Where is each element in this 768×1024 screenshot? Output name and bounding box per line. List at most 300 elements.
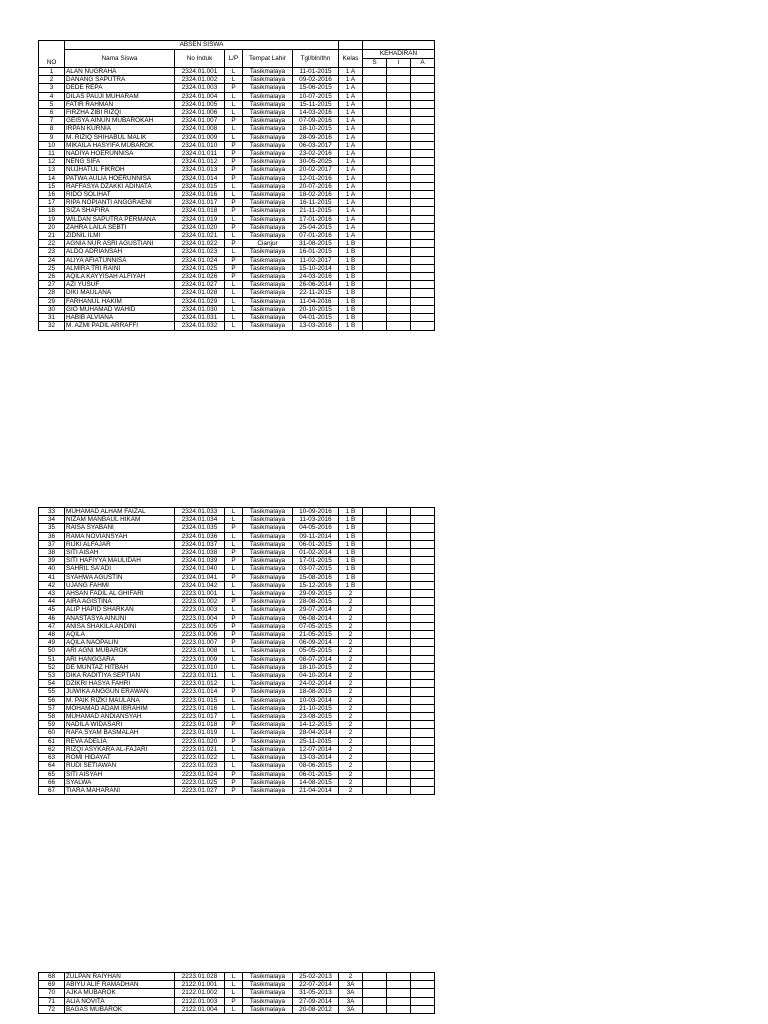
birthdate: 28-09-2016 [293, 133, 339, 141]
student-name: ALIYA AFIATUNNISA [65, 256, 175, 264]
gender: L [225, 215, 243, 223]
attendance-cell-i [387, 622, 411, 630]
student-id: 2223.01.028 [175, 973, 225, 981]
birthdate: 06-09-2014 [293, 639, 339, 647]
table-row [39, 158, 435, 166]
table-row [39, 191, 435, 199]
student-id: 2324.01.004 [175, 92, 225, 100]
student-id: 2324.01.014 [175, 174, 225, 182]
class: 2 [339, 614, 363, 622]
attendance-cell-a [411, 745, 435, 753]
gender: L [225, 745, 243, 753]
birthplace: Tasikmalaya [243, 573, 293, 581]
attendance-cell-s [363, 223, 387, 231]
row-number: 16 [39, 191, 65, 199]
class: 1 B [339, 565, 363, 573]
attendance-cell-a [411, 655, 435, 663]
attendance-cell-s [363, 240, 387, 248]
table-row [39, 606, 435, 614]
student-name: UJANG FAHMI [65, 581, 175, 589]
attendance-cell-s [363, 264, 387, 272]
student-id: 2223.01.018 [175, 721, 225, 729]
table-row [39, 973, 435, 981]
student-name: RIJKI ALFAJAR [65, 540, 175, 548]
table-row [39, 598, 435, 606]
student-id: 2223.01.027 [175, 786, 225, 794]
row-number: 61 [39, 737, 65, 745]
table-row [39, 713, 435, 721]
row-number: 35 [39, 524, 65, 532]
student-id: 2223.01.021 [175, 745, 225, 753]
attendance-cell-s [363, 631, 387, 639]
student-name: MUHAMAD ANDIANSYAH [65, 713, 175, 721]
table-row [39, 672, 435, 680]
attendance-cell-a [411, 191, 435, 199]
birthdate: 29-09-2015 [293, 590, 339, 598]
birthdate: 23-02-2016 [293, 150, 339, 158]
row-number: 72 [39, 1005, 65, 1013]
student-name: NADILA WIDASARI [65, 721, 175, 729]
birthdate: 15-12-2016 [293, 581, 339, 589]
attendance-cell-s [363, 215, 387, 223]
gender: P [225, 631, 243, 639]
birthplace: Tasikmalaya [243, 141, 293, 149]
gender: P [225, 549, 243, 557]
student-id: 2324.01.039 [175, 557, 225, 565]
birthdate: 17-01-2015 [293, 557, 339, 565]
student-id: 2223.01.005 [175, 622, 225, 630]
student-name: ARI AGNI MUBAROK [65, 647, 175, 655]
birthplace: Tasikmalaya [243, 207, 293, 215]
attendance-cell-i [387, 581, 411, 589]
gender: P [225, 166, 243, 174]
attendance-cell-a [411, 508, 435, 516]
attendance-cell-a [411, 770, 435, 778]
table-row [39, 100, 435, 108]
birthplace: Tasikmalaya [243, 100, 293, 108]
table-row [39, 754, 435, 762]
class: 3A [339, 981, 363, 989]
class: 2 [339, 721, 363, 729]
attendance-cell-a [411, 778, 435, 786]
row-number: 10 [39, 141, 65, 149]
gender: P [225, 199, 243, 207]
birthplace: Tasikmalaya [243, 696, 293, 704]
attendance-cell-s [363, 248, 387, 256]
attendance-cell-s [363, 647, 387, 655]
attendance-cell-i [387, 540, 411, 548]
birthplace: Tasikmalaya [243, 174, 293, 182]
row-number: 50 [39, 647, 65, 655]
row-number: 38 [39, 549, 65, 557]
attendance-cell-i [387, 557, 411, 565]
attendance-cell-a [411, 713, 435, 721]
attendance-cell-a [411, 166, 435, 174]
attendance-cell-s [363, 786, 387, 794]
attendance-table-2 [38, 507, 435, 795]
gender: L [225, 191, 243, 199]
gender: P [225, 688, 243, 696]
student-name: IRPAN KURNIA [65, 125, 175, 133]
student-name: FATIR RAHMAN [65, 100, 175, 108]
attendance-cell-a [411, 297, 435, 305]
gender: L [225, 606, 243, 614]
attendance-cell-a [411, 84, 435, 92]
attendance-cell-a [411, 614, 435, 622]
attendance-cell-i [387, 745, 411, 753]
table-row [39, 631, 435, 639]
birthdate: 10-07-2015 [293, 92, 339, 100]
class: 1 A [339, 68, 363, 76]
birthplace: Tasikmalaya [243, 631, 293, 639]
gender: L [225, 696, 243, 704]
student-name: ALIA NOVITA [65, 997, 175, 1005]
student-id: 2324.01.010 [175, 141, 225, 149]
attendance-cell-s [363, 680, 387, 688]
row-number: 34 [39, 516, 65, 524]
table-row [39, 729, 435, 737]
attendance-cell-a [411, 672, 435, 680]
student-id: 2223.01.006 [175, 631, 225, 639]
attendance-cell-a [411, 289, 435, 297]
row-number: 52 [39, 663, 65, 671]
attendance-cell-a [411, 100, 435, 108]
birthplace: Tasikmalaya [243, 663, 293, 671]
birthplace: Tasikmalaya [243, 704, 293, 712]
class: 1 A [339, 223, 363, 231]
attendance-cell-s [363, 639, 387, 647]
attendance-cell-i [387, 158, 411, 166]
gender: L [225, 322, 243, 330]
birthplace: Tasikmalaya [243, 614, 293, 622]
class: 1 B [339, 549, 363, 557]
student-id: 2324.01.011 [175, 150, 225, 158]
student-id: 2324.01.040 [175, 565, 225, 573]
class: 1 A [339, 100, 363, 108]
attendance-cell-a [411, 240, 435, 248]
student-name: SIZA SHAFIRA [65, 207, 175, 215]
row-number: 12 [39, 158, 65, 166]
student-name: ANASTASYA AINUNI [65, 614, 175, 622]
student-name: DILAS PAUJI MUHARAM [65, 92, 175, 100]
birthdate: 21-11-2015 [293, 207, 339, 215]
attendance-cell-a [411, 573, 435, 581]
birthplace: Tasikmalaya [243, 729, 293, 737]
row-number: 11 [39, 150, 65, 158]
student-id: 2223.01.008 [175, 647, 225, 655]
student-id: 2223.01.023 [175, 762, 225, 770]
attendance-cell-s [363, 68, 387, 76]
attendance-cell-i [387, 248, 411, 256]
attendance-cell-i [387, 737, 411, 745]
attendance-cell-a [411, 981, 435, 989]
gender: L [225, 314, 243, 322]
birthdate: 31-08-2015 [293, 240, 339, 248]
birthdate: 11-02-2017 [293, 256, 339, 264]
student-name: REVA ADELIA [65, 737, 175, 745]
row-number: 23 [39, 248, 65, 256]
student-name: MOHAMAD ADAM IBRAHIM [65, 704, 175, 712]
attendance-cell-a [411, 581, 435, 589]
row-number: 57 [39, 704, 65, 712]
row-number: 46 [39, 614, 65, 622]
student-id: 2223.01.007 [175, 639, 225, 647]
student-name: AJKA MUBAROK [65, 989, 175, 997]
student-name: RAFA SYAM BASMALAH [65, 729, 175, 737]
birthdate: 22-07-2014 [293, 981, 339, 989]
gender: L [225, 540, 243, 548]
attendance-cell-i [387, 565, 411, 573]
attendance-cell-i [387, 721, 411, 729]
attendance-cell-s [363, 182, 387, 190]
gender: L [225, 581, 243, 589]
birthplace: Tasikmalaya [243, 264, 293, 272]
student-name: TIARA MAHARANI [65, 786, 175, 794]
birthplace: Tasikmalaya [243, 721, 293, 729]
class: 2 [339, 672, 363, 680]
attendance-cell-i [387, 590, 411, 598]
student-name: WILDAN SAPUTRA PERMANA [65, 215, 175, 223]
attendance-cell-s [363, 191, 387, 199]
header-kehadiran: KEHADIRAN [363, 50, 435, 59]
attendance-cell-s [363, 133, 387, 141]
student-name: RAFFASYA DZAKKI ADINATA [65, 182, 175, 190]
table-row [39, 109, 435, 117]
attendance-cell-a [411, 1005, 435, 1013]
attendance-cell-s [363, 696, 387, 704]
table-row [39, 314, 435, 322]
attendance-cell-i [387, 606, 411, 614]
gender: L [225, 305, 243, 313]
row-number: 69 [39, 981, 65, 989]
birthplace: Tasikmalaya [243, 232, 293, 240]
birthdate: 12-07-2014 [293, 745, 339, 753]
attendance-cell-a [411, 199, 435, 207]
header-no: NO [39, 41, 65, 68]
student-name: GIO MUHAMAD WAHID [65, 305, 175, 313]
student-name: DIKI MAULANA [65, 289, 175, 297]
table-row [39, 150, 435, 158]
class: 1 B [339, 289, 363, 297]
row-number: 33 [39, 508, 65, 516]
attendance-cell-a [411, 532, 435, 540]
class: 1 B [339, 524, 363, 532]
attendance-cell-s [363, 729, 387, 737]
table-row [39, 199, 435, 207]
birthplace: Tasikmalaya [243, 516, 293, 524]
gender: L [225, 182, 243, 190]
birthplace: Tasikmalaya [243, 622, 293, 630]
attendance-cell-s [363, 84, 387, 92]
gender: L [225, 281, 243, 289]
header-i: I [387, 59, 411, 68]
class: 1 B [339, 508, 363, 516]
row-number: 47 [39, 622, 65, 630]
class: 1 A [339, 133, 363, 141]
birthplace: Tasikmalaya [243, 549, 293, 557]
attendance-cell-s [363, 289, 387, 297]
student-name: AQILA NAOPALIN [65, 639, 175, 647]
attendance-cell-a [411, 281, 435, 289]
student-name: RIZQI ASYKARA AL-FAJARI [65, 745, 175, 753]
row-number: 26 [39, 273, 65, 281]
birthdate: 05-05-2015 [293, 647, 339, 655]
student-id: 2324.01.025 [175, 264, 225, 272]
header-a: A [411, 59, 435, 68]
gender: P [225, 786, 243, 794]
row-number: 63 [39, 754, 65, 762]
gender: L [225, 100, 243, 108]
table-row [39, 117, 435, 125]
birthplace: Cianjur [243, 240, 293, 248]
class: 2 [339, 754, 363, 762]
class: 1 A [339, 191, 363, 199]
table-row [39, 305, 435, 313]
gender: P [225, 174, 243, 182]
class: 1 A [339, 199, 363, 207]
birthdate: 18-10-2015 [293, 663, 339, 671]
row-number: 49 [39, 639, 65, 647]
attendance-cell-i [387, 240, 411, 248]
gender: L [225, 68, 243, 76]
attendance-cell-s [363, 92, 387, 100]
class: 2 [339, 631, 363, 639]
student-id: 2223.01.020 [175, 737, 225, 745]
attendance-cell-i [387, 754, 411, 762]
attendance-cell-s [363, 981, 387, 989]
row-number: 30 [39, 305, 65, 313]
attendance-cell-s [363, 125, 387, 133]
table-row [39, 540, 435, 548]
attendance-cell-i [387, 322, 411, 330]
birthplace: Tasikmalaya [243, 199, 293, 207]
student-id: 2223.01.003 [175, 606, 225, 614]
row-number: 20 [39, 223, 65, 231]
student-id: 2324.01.036 [175, 532, 225, 540]
class: 1 A [339, 150, 363, 158]
table-row [39, 639, 435, 647]
birthdate: 25-11-2015 [293, 737, 339, 745]
row-number: 43 [39, 590, 65, 598]
student-name: RUDI SETIAWAN [65, 762, 175, 770]
attendance-cell-a [411, 223, 435, 231]
student-name: AGNIA NUR ASRI AGUSTIANI [65, 240, 175, 248]
gender: P [225, 614, 243, 622]
class: 1 B [339, 297, 363, 305]
attendance-cell-a [411, 647, 435, 655]
row-number: 53 [39, 672, 65, 680]
birthplace: Tasikmalaya [243, 565, 293, 573]
row-number: 39 [39, 557, 65, 565]
birthdate: 07-01-2016 [293, 232, 339, 240]
class: 1 A [339, 141, 363, 149]
attendance-cell-a [411, 639, 435, 647]
row-number: 6 [39, 109, 65, 117]
attendance-cell-a [411, 264, 435, 272]
student-name: BAGAS MUBAROK [65, 1005, 175, 1013]
class: 1 B [339, 314, 363, 322]
attendance-cell-s [363, 581, 387, 589]
student-name: SYALWA [65, 778, 175, 786]
table-title: ABSEN SISWA [65, 41, 339, 50]
gender: P [225, 737, 243, 745]
class: 1 B [339, 540, 363, 548]
table-row [39, 981, 435, 989]
student-id: 2324.01.026 [175, 273, 225, 281]
row-number: 55 [39, 688, 65, 696]
birthdate: 09-11-2014 [293, 532, 339, 540]
student-name: SITI HAFIYYA MAULIDAH [65, 557, 175, 565]
class: 2 [339, 622, 363, 630]
student-name: NENG SIFA [65, 158, 175, 166]
table-row [39, 182, 435, 190]
row-number: 62 [39, 745, 65, 753]
attendance-cell-i [387, 223, 411, 231]
row-number: 31 [39, 314, 65, 322]
class: 2 [339, 704, 363, 712]
row-number: 36 [39, 532, 65, 540]
class: 1 A [339, 174, 363, 182]
gender: L [225, 109, 243, 117]
gender: P [225, 778, 243, 786]
attendance-cell-a [411, 989, 435, 997]
row-number: 25 [39, 264, 65, 272]
attendance-cell-a [411, 754, 435, 762]
student-id: 2324.01.027 [175, 281, 225, 289]
birthdate: 30-05-2025 [293, 158, 339, 166]
row-number: 66 [39, 778, 65, 786]
student-id: 2223.01.011 [175, 672, 225, 680]
class: 2 [339, 696, 363, 704]
attendance-cell-i [387, 647, 411, 655]
row-number: 7 [39, 117, 65, 125]
attendance-cell-i [387, 680, 411, 688]
row-number: 40 [39, 565, 65, 573]
attendance-cell-a [411, 622, 435, 630]
attendance-cell-a [411, 997, 435, 1005]
gender: L [225, 133, 243, 141]
student-name: DANANG SAPUTRA [65, 76, 175, 84]
row-number: 18 [39, 207, 65, 215]
birthplace: Tasikmalaya [243, 508, 293, 516]
birthdate: 15-11-2015 [293, 100, 339, 108]
birthplace: Tasikmalaya [243, 672, 293, 680]
attendance-cell-a [411, 729, 435, 737]
birthdate: 25-02-2013 [293, 973, 339, 981]
attendance-cell-a [411, 76, 435, 84]
student-id: 2223.01.022 [175, 754, 225, 762]
table-row [39, 704, 435, 712]
row-number: 58 [39, 713, 65, 721]
birthdate: 27-09-2014 [293, 997, 339, 1005]
gender: L [225, 729, 243, 737]
gender: P [225, 240, 243, 248]
gender: P [225, 84, 243, 92]
attendance-cell-a [411, 737, 435, 745]
birthdate: 06-01-2015 [293, 770, 339, 778]
student-id: 2324.01.032 [175, 322, 225, 330]
attendance-table-3 [38, 972, 435, 1014]
birthdate: 23-08-2015 [293, 713, 339, 721]
attendance-cell-i [387, 305, 411, 313]
attendance-cell-i [387, 989, 411, 997]
attendance-cell-a [411, 973, 435, 981]
row-number: 8 [39, 125, 65, 133]
attendance-cell-a [411, 273, 435, 281]
attendance-cell-a [411, 606, 435, 614]
table-row [39, 248, 435, 256]
attendance-cell-s [363, 663, 387, 671]
